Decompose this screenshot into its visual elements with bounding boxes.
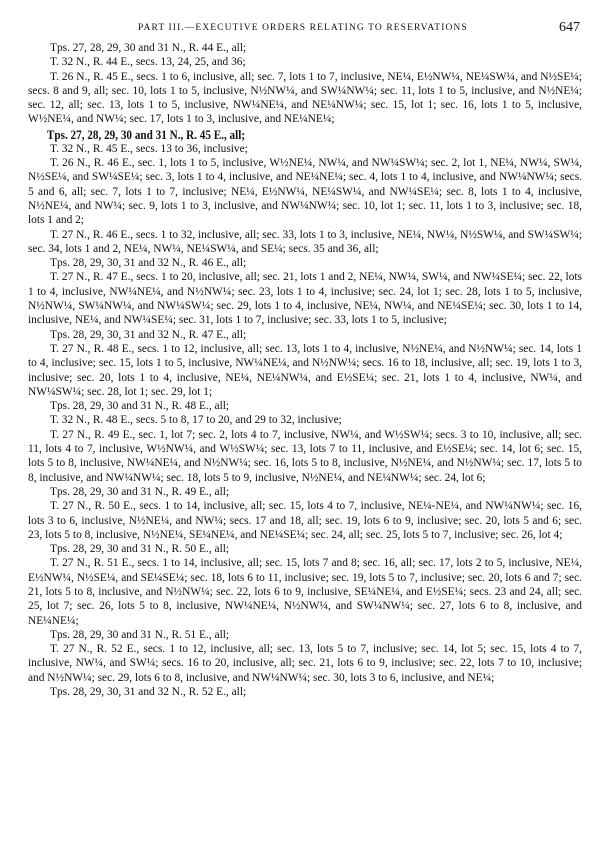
- section-paragraph: T. 27 N., R. 48 E., secs. 1 to 12, inclusive, all; sec. 13, lots 1 to 4, inclusive, N½NE¼, and N½NW¼; sec. 14, lots 1 to 4, inclusive; sec. 15, lots 1 to 5, inclusive, NW¼NE¼, and N½NW¼; secs. 16 to 18, inclusive, all; sec. 19, lots 1 to 3, inclusive; sec. 20, lots 1 to 4, inclusive, NE¼, NE¼NW¼, and E½SE¼; sec. 21, lots 1 to 4, inclusive, NW¼, and NW¼SW¼; sec. 28, lot 1; sec. 29, lot 1;: [28, 342, 582, 398]
- section-paragraph: Tps. 28, 29, 30 and 31 N., R. 51 E., all;: [50, 628, 230, 641]
- section-paragraph: Tps. 28, 29, 30, 31 and 32 N., R. 47 E., all;: [50, 328, 247, 341]
- section-paragraph: T. 26 N., R. 45 E., secs. 1 to 6, inclusive, all; sec. 7, lots 1 to 7, inclusive, NE¼, E½NW¼, NE¼SW¼, and N½SE¼; secs. 8 and 9, all; sec. 10, lots 1 to 5, inclusive, N½NW¼, and SW¼NW¼; sec. 11, lots 1 to 5, inclusive, and N½NE¼; sec. 12, all; sec. 13, lots 1 to 5, inclusive, NW¼NE¼, and NE¼NW¼; sec. 15, lot 1; sec. 16, lots 1 to 5, inclusive, W½NE¼, and NW¼; sec. 17, lots 1 to 3, inclusive, and NE¼NE¼;: [28, 70, 582, 126]
- page-header: [48, 20, 582, 40]
- section-paragraph: T. 27 N., R. 50 E., secs. 1 to 14, inclusive, all; sec. 15, lots 4 to 7, inclusive, NE¼-NE¼, and NW¼NW¼; sec. 16, lots 3 to 6, inclusive, N½NE¼, and NW¼; secs. 17 and 18, all; sec. 19, lots 6 to 9, inclusive; sec. 20, lots 5 and 6; sec. 23, lots 5 to 8, inclusive, N½NE¼, SE¼NE¼, and NE¼SE¼; sec. 24, all; sec. 25, lots 5 to 7, inclusive; sec. 26, lot 4;: [28, 500, 582, 541]
- section-paragraph: T. 32 N., R. 45 E., secs. 13 to 36, inclusive;: [50, 142, 248, 155]
- section-paragraph: T. 27 N., R. 51 E., secs. 1 to 14, inclusive, all; sec. 15, lots 7 and 8; sec. 16, all; sec. 17, lots 2 to 5, inclusive, NE¼, E½NW¼, N½SE¼, and SE¼SE¼; sec. 18, lots 6 to 11, inclusive; sec. 19, lots 5 to 7, inclusive; sec. 20, lots 6 and 7; sec. 21, lots 5 to 8, inclusive, and N½NW¼; sec. 22, lots 6 to 9, inclusive, SE¼NE¼, and E½SE¼; secs. 23 and 24, all; sec. 25, lot 7; sec. 26, lots 5 to 8, inclusive, NW¼NE¼, N½NW¼, and SW¼NW¼; sec. 27, lots 6 to 8, inclusive, and NE¼NE¼;: [28, 557, 582, 627]
- section-paragraph: T. 27 N., R. 46 E., secs. 1 to 32, inclusive, all; sec. 33, lots 1 to 3, inclusive, NE¼, NW¼, N½SW¼, and SW¼SW¼; sec. 34, lots 1 and 2, NE¼, NW¼, NE¼SW¼, and SE¼; secs. 35 and 36, all;: [28, 228, 582, 255]
- section-paragraph-emphasized: Tps. 27, 28, 29, 30 and 31 N., R. 45 E., all;: [46, 126, 246, 142]
- section-paragraph: T. 27 N., R. 47 E., secs. 1 to 20, inclusive, all; sec. 21, lots 1 and 2, NE¼, NW¼, SW¼, and NW¼SE¼; sec. 22, lots 1 to 4, inclusive, NW¼NE¼, and N½NW¼; sec. 23, lots 1 to 4, inclusive; sec. 24, lot 1; sec. 28, lots 1 to 5, inclusive, N½NW¼, SW¼NW¼, and NW¼SW¼; sec. 29, lots 1 to 4, inclusive, NE¼, NW¼, and NE¼SE¼; sec. 30, lots 1 to 14, inclusive, NE¼, and NW¼SE¼; sec. 31, lots 1 to 7, inclusive; sec. 33, lots 1 to 5, inclusive;: [28, 271, 582, 327]
- section-paragraph: T. 27 N., R. 52 E., secs. 1 to 12, inclusive, all; sec. 13, lots 5 to 7, inclusive; sec. 14, lot 5; sec. 15, lots 4 to 7, inclusive, NW¼, and SW¼; secs. 16 to 20, inclusive, all; sec. 21, lots 6 to 9, inclusive; sec. 22, lots 7 to 10, inclusive; and N½NW¼; sec. 29, lots 6 to 8, inclusive, and NW¼NW¼; sec. 30, lots 3 to 6, inclusive, and NE¼;: [28, 643, 582, 684]
- section-paragraph: T. 32 N., R. 44 E., secs. 13, 24, 25, and 36;: [50, 56, 246, 69]
- section-paragraph: Tps. 28, 29, 30 and 31 N., R. 48 E., all;: [50, 400, 230, 413]
- section-paragraph: T. 27 N., R. 49 E., sec. 1, lot 7; sec. 2, lots 4 to 7, inclusive, NW¼, and W½SW¼; secs. 3 to 10, inclusive, all; sec. 11, lots 4 to 7, inclusive, W½NW¼, and W½SW¼; sec. 13, lots 7 to 11, inclusive, and E½SE¼; sec. 14, lot 6; sec. 15, lots 5 to 8, inclusive, NW¼NE¼, and N½NW¼; sec. 16, lots 5 to 8, inclusive, N½NE¼, and N½NW¼; sec. 17, lots 5 to 8, inclusive, and NW¼NW¼; sec. 18, lots 5 to 9, inclusive, N½NE¼, and NE¼NW¼; sec. 24, lot 6;: [28, 428, 582, 484]
- section-paragraph: Tps. 28, 29, 30 and 31 N., R. 50 E., all;: [50, 543, 230, 556]
- section-paragraph: Tps. 28, 29, 30, 31 and 32 N., R. 52 E., all;: [50, 686, 247, 699]
- section-paragraph: Tps. 28, 29, 30, 31 and 32 N., R. 46 E., all;: [50, 257, 247, 270]
- document-body: [28, 41, 582, 699]
- section-paragraph: Tps. 28, 29, 30 and 31 N., R. 49 E., all;: [50, 485, 230, 498]
- section-paragraph: Tps. 27, 28, 29, 30 and 31 N., R. 44 E., all;: [50, 42, 247, 54]
- section-paragraph: T. 26 N., R. 46 E., sec. 1, lots 1 to 5, inclusive, W½NE¼, NW¼, and NW¼SW¼; sec. 2, lot 1, NE¼, NW¼, SW¼, N½SE¼, and SW¼SE¼; sec. 3, lots 1 to 4, inclusive, and NE¼NE¼; sec. 4, lots 1 to 4, inclusive, and NW¼NW¼; secs. 5 and 6, all; sec. 7, lots 1 to 7, inclusive; NE¼, E½NW¼, NE¼SW¼, and NW¼SE¼; sec. 8, lots 1 to 4, inclusive, N½NE¼, and NW¼; sec. 9, lots 1 to 3, inclusive, and NW¼NW¼; sec. 10, lot 1; sec. 11, lots 1 to 3, inclusive; sec. 18, lots 1 and 2;: [28, 157, 582, 227]
- section-paragraph: T. 32 N., R. 48 E., secs. 5 to 8, 17 to 20, and 29 to 32, inclusive;: [50, 414, 342, 427]
- page-number: 647: [559, 20, 580, 35]
- running-title: PART III.—EXECUTIVE ORDERS RELATING TO RESERVATIONS: [138, 23, 468, 33]
